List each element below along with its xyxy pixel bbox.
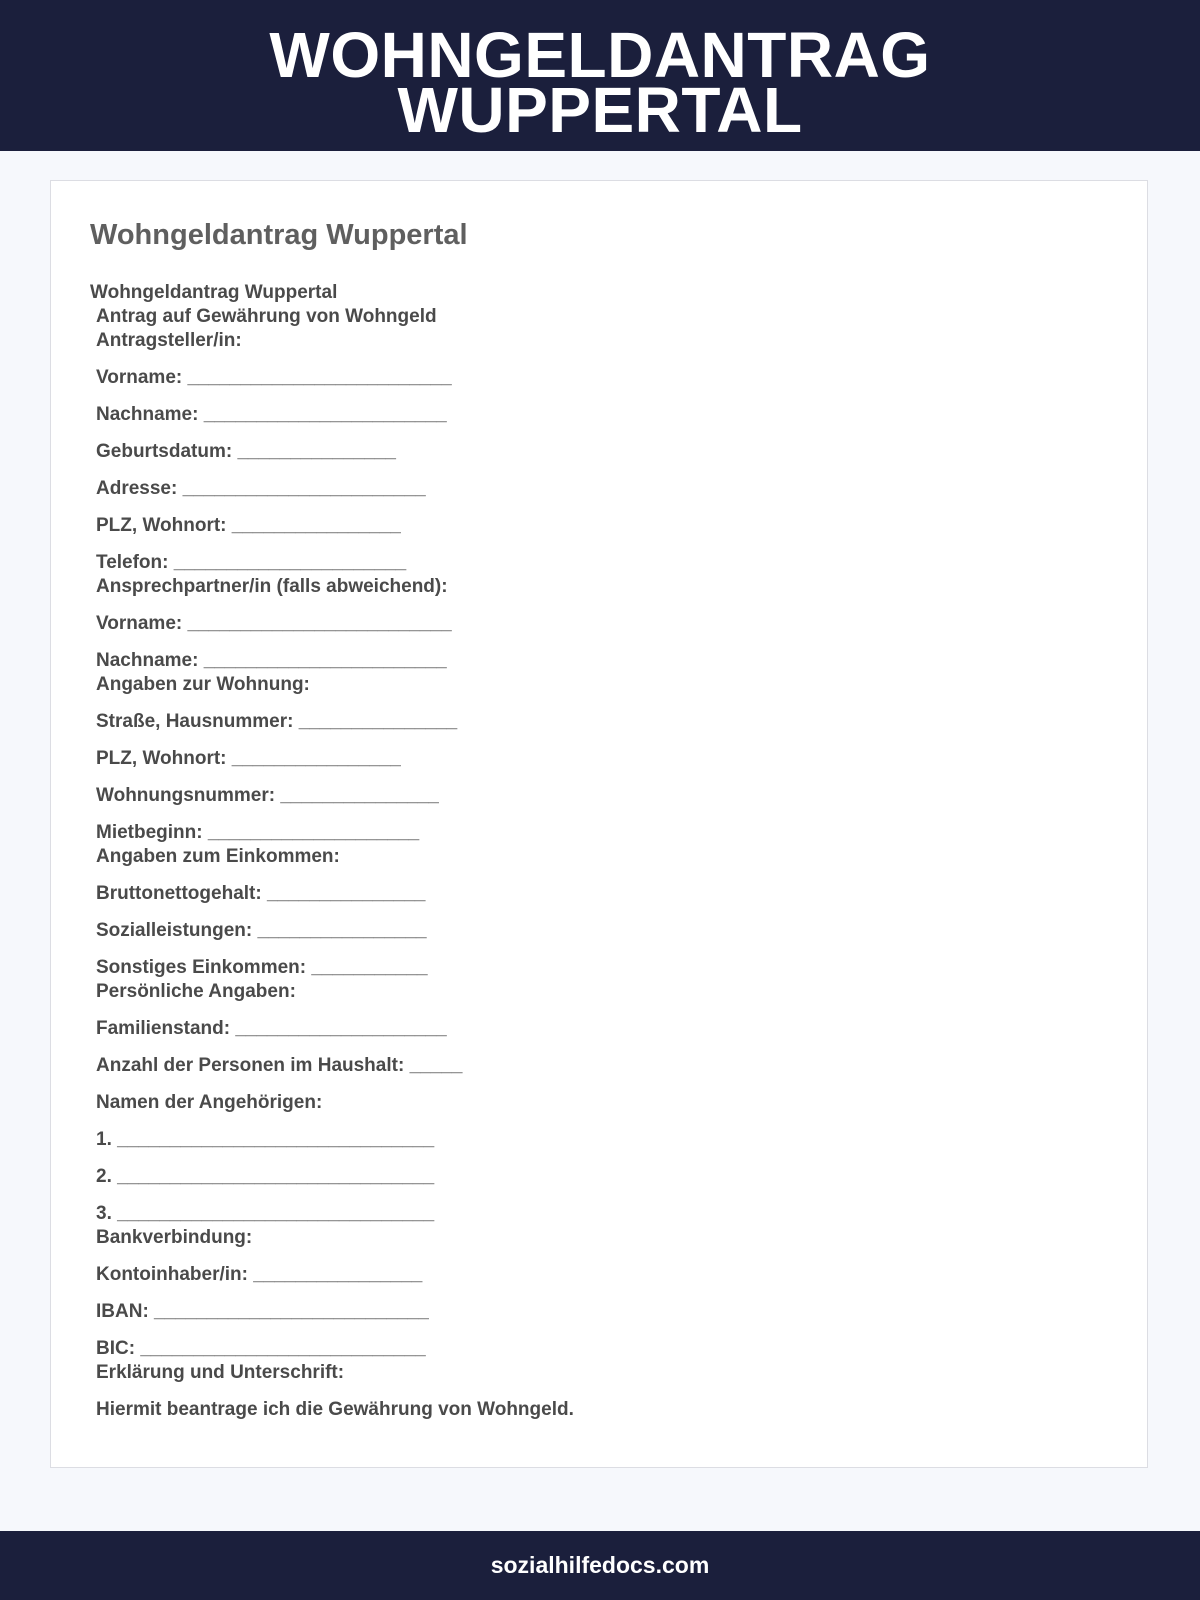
field-household-size: Anzahl der Personen im Haushalt: _____ bbox=[96, 1055, 463, 1076]
footer-site-name: sozialhilfedocs.com bbox=[490, 1552, 710, 1578]
field-account-holder: Kontoinhaber/in: ________________ bbox=[96, 1264, 423, 1285]
form-line-subtitle: Antrag auf Gewährung von Wohngeld bbox=[96, 306, 437, 327]
document-card bbox=[50, 180, 1148, 1468]
field-apartment-zip-city: PLZ, Wohnort: ________________ bbox=[96, 748, 401, 769]
field-last-name: Nachname: _______________________ bbox=[96, 404, 447, 425]
field-birth-date: Geburtsdatum: _______________ bbox=[96, 441, 396, 462]
field-relative-1: 1. ______________________________ bbox=[96, 1129, 435, 1150]
document-heading: Wohngeldantrag Wuppertal bbox=[90, 219, 468, 251]
section-income: Angaben zum Einkommen: bbox=[96, 846, 340, 867]
banner-title-line-2: WUPPERTAL bbox=[397, 74, 803, 146]
section-applicant: Antragsteller/in: bbox=[96, 330, 242, 351]
form-text bbox=[90, 281, 1090, 1422]
field-other-income: Sonstiges Einkommen: ___________ bbox=[96, 957, 428, 978]
banner-title bbox=[0, 0, 1200, 146]
field-salary: Bruttonettogehalt: _______________ bbox=[96, 883, 426, 904]
field-marital-status: Familienstand: ____________________ bbox=[96, 1018, 447, 1039]
field-relatives-heading: Namen der Angehörigen: bbox=[96, 1092, 323, 1113]
field-contact-last-name: Nachname: _______________________ bbox=[96, 650, 447, 671]
field-apartment-number: Wohnungsnummer: _______________ bbox=[96, 785, 439, 806]
field-address: Adresse: _______________________ bbox=[96, 478, 426, 499]
field-phone: Telefon: ______________________ bbox=[96, 552, 407, 573]
declaration-text: Hiermit beantrage ich die Gewährung von Wohngeld. bbox=[96, 1399, 574, 1420]
field-relative-3: 3. ______________________________ bbox=[96, 1203, 435, 1224]
site-footer bbox=[0, 1531, 1200, 1600]
title-banner bbox=[0, 0, 1200, 151]
section-apartment: Angaben zur Wohnung: bbox=[96, 674, 310, 695]
field-relative-2: 2. ______________________________ bbox=[96, 1166, 435, 1187]
banner-title-line-1: WOHNGELDANTRAG bbox=[269, 19, 931, 91]
field-first-name: Vorname: _________________________ bbox=[96, 367, 452, 388]
field-street: Straße, Hausnummer: _______________ bbox=[96, 711, 458, 732]
field-social-benefits: Sozialleistungen: ________________ bbox=[96, 920, 427, 941]
section-personal: Persönliche Angaben: bbox=[96, 981, 296, 1002]
field-zip-city: PLZ, Wohnort: ________________ bbox=[96, 515, 401, 536]
section-contact-person: Ansprechpartner/in (falls abweichend): bbox=[96, 576, 448, 597]
field-bic: BIC: ___________________________ bbox=[96, 1338, 426, 1359]
field-rent-start: Mietbeginn: ____________________ bbox=[96, 822, 420, 843]
section-bank: Bankverbindung: bbox=[96, 1227, 253, 1248]
form-line-title: Wohngeldantrag Wuppertal bbox=[90, 282, 338, 303]
field-iban: IBAN: __________________________ bbox=[96, 1301, 429, 1322]
section-declaration: Erklärung und Unterschrift: bbox=[96, 1362, 345, 1383]
field-contact-first-name: Vorname: _________________________ bbox=[96, 613, 452, 634]
